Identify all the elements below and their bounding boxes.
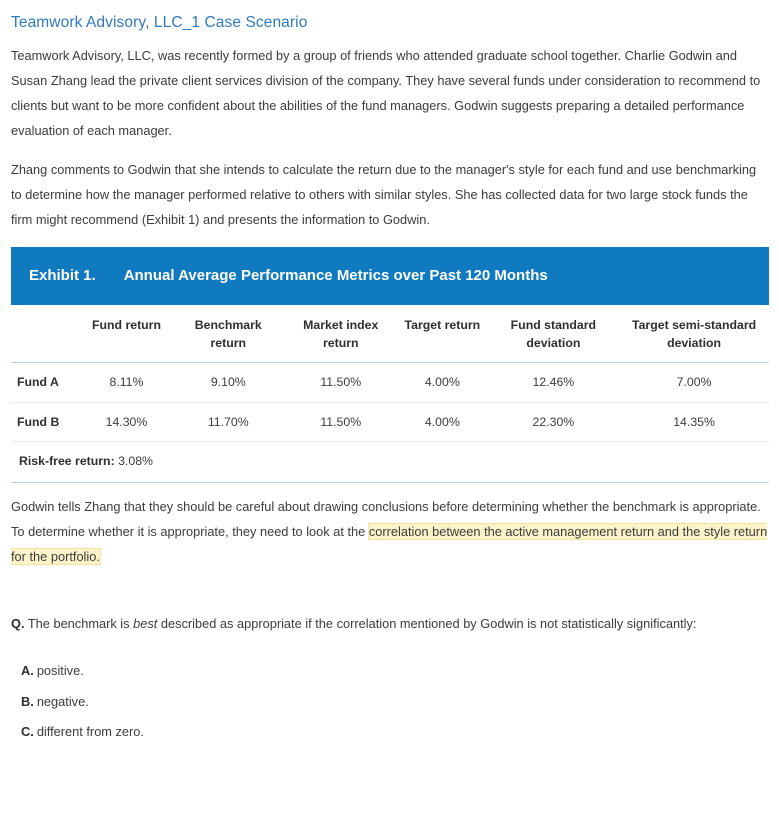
answer-choices [21,663,770,741]
cell-fund-b-benchmark-return: 11.70% [172,402,284,441]
cell-fund-a-benchmark-return: 9.10% [172,363,284,402]
row-label-fund-b: Fund B [11,402,81,441]
choice-c-letter: C. [21,724,34,740]
choice-a-text: positive. [36,663,84,679]
table-corner-cell [11,305,81,363]
page-title: Teamwork Advisory, LLC_1 Case Scenario [11,14,308,31]
column-header-target-return: Target return [397,305,487,363]
post-exhibit-paragraph [11,495,770,570]
row-label-fund-a: Fund A [11,363,81,402]
cell-fund-b-target-semi-standard-deviation: 14.35% [619,402,769,441]
column-header-fund-return: Fund return [81,305,172,363]
choice-b-letter: B. [21,693,34,709]
choice-a-letter: A. [21,663,34,679]
exhibit-table [11,305,769,443]
choice-c[interactable] [21,724,770,741]
exhibit-title: Annual Average Performance Metrics over Past 120 Months [123,267,548,285]
choice-a[interactable] [21,663,770,680]
cell-fund-a-market-index-return: 11.50% [284,363,397,402]
question-marker: Q. [11,616,25,632]
cell-fund-a-fund-standard-deviation: 12.46% [488,363,620,402]
column-header-fund-standard-deviation: Fund standard deviation [488,305,620,363]
table-row [11,402,769,441]
exhibit-label: Exhibit 1. [29,267,96,285]
question-text [11,612,770,637]
cell-fund-b-fund-return: 14.30% [81,402,172,441]
cell-fund-a-target-return: 4.00% [397,363,487,402]
cell-fund-a-target-semi-standard-deviation: 7.00% [619,363,769,402]
choice-b[interactable] [21,694,770,711]
post-exhibit-text: Godwin tells Zhang that they should be careful about drawing conclusions before determining whether the benchmark is appropriate. To determine whether it is appropriate, they need to look at the [11,499,761,540]
risk-free-return-value: 3.08% [118,454,153,469]
exhibit-header [11,247,769,305]
cell-fund-b-fund-standard-deviation: 22.30% [488,402,620,441]
choice-b-text: negative. [36,693,89,709]
question-part-1: The benchmark is [24,616,134,632]
risk-free-return-note [11,442,769,483]
question-part-2: described as appropriate if the correlation mentioned by Godwin is not statistically significantly: [157,616,697,632]
column-header-benchmark-return: Benchmark return [172,305,284,363]
question-emphasis: best [133,616,158,632]
risk-free-return-label: Risk-free return: [19,454,115,469]
choice-c-text: different from zero. [36,724,144,740]
cell-fund-b-market-index-return: 11.50% [284,402,397,441]
table-row [11,363,769,402]
column-header-market-index-return: Market index return [284,305,397,363]
highlighted-text: correlation between the active management return and the style return for the portfolio. [11,524,768,565]
column-header-target-semi-standard-deviation: Target semi-standard deviation [619,305,769,363]
cell-fund-b-target-return: 4.00% [397,402,487,441]
case-paragraph-2: Zhang comments to Godwin that she intends to calculate the return due to the manager's style for each fund and use benchmarking to determine how the manager performed relative to others with similar styles. She has collected data for two large stock funds the firm might recommend (Exhibit 1) and presents the information to Godwin. [11,161,757,227]
case-paragraph-1: Teamwork Advisory, LLC, was recently formed by a group of friends who attended graduate school together. Charlie Godwin and Susan Zhang lead the private client services division of the company. They have several funds under consideration to recommend to clients but want to be more confident about the abilities of the fund managers. Godwin suggests preparing a detailed performance evaluation of each manager. [11,48,761,138]
table-header-row [11,305,769,363]
cell-fund-a-fund-return: 8.11% [81,363,172,402]
